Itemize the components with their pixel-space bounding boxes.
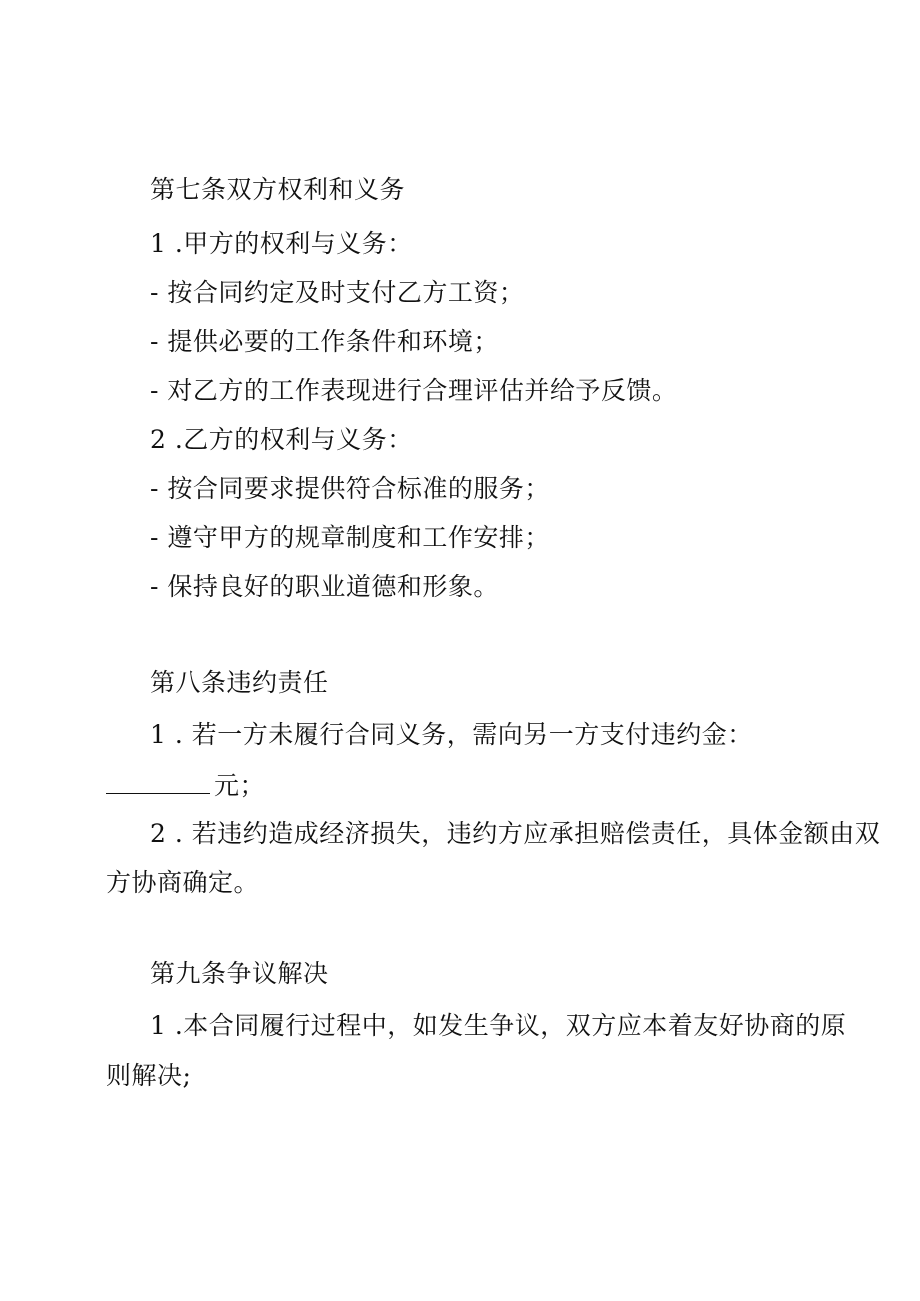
section-8-item-1: 1 . 若一方未履行合同义务，需向另一方支付违约金：	[150, 720, 753, 749]
section-7-item-2-bullet-3: - 保持良好的职业道德和形象。	[150, 572, 499, 601]
section-7-item-1-bullet-2: - 提供必要的工作条件和环境；	[150, 327, 499, 356]
currency-unit-text: 元；	[214, 771, 266, 800]
section-8-item-2: 2 . 若违约造成经济损失，违约方应承担赔偿责任，具体金额由双	[150, 819, 881, 848]
section-7-item-1-bullet-3: - 对乙方的工作表现进行合理评估并给予反馈。	[150, 376, 678, 405]
section-9-item-1-continuation: 则解决;	[106, 1061, 192, 1090]
section-7-item-2-bullet-1: - 按合同要求提供符合标准的服务；	[150, 474, 550, 503]
section-7-item-1-bullet-1: - 按合同约定及时支付乙方工资；	[150, 278, 525, 307]
section-8-item-2-continuation: 方协商确定。	[106, 868, 260, 897]
section-8-title: 第八条违约责任	[150, 668, 329, 697]
section-8-item-1-continuation	[106, 770, 265, 802]
fill-in-blank-line	[106, 771, 210, 794]
section-9-title: 第九条争议解决	[150, 959, 329, 988]
section-7-item-1: 1 .甲方的权利与义务：	[150, 229, 413, 258]
section-9-item-1: 1 .本合同履行过程中，如发生争议，双方应本着友好协商的原	[150, 1011, 847, 1040]
section-7-item-2-bullet-2: - 遵守甲方的规章制度和工作安排；	[150, 523, 550, 552]
section-7-title: 第七条双方权利和义务	[150, 175, 406, 204]
section-7-item-2: 2 .乙方的权利与义务：	[150, 425, 413, 454]
